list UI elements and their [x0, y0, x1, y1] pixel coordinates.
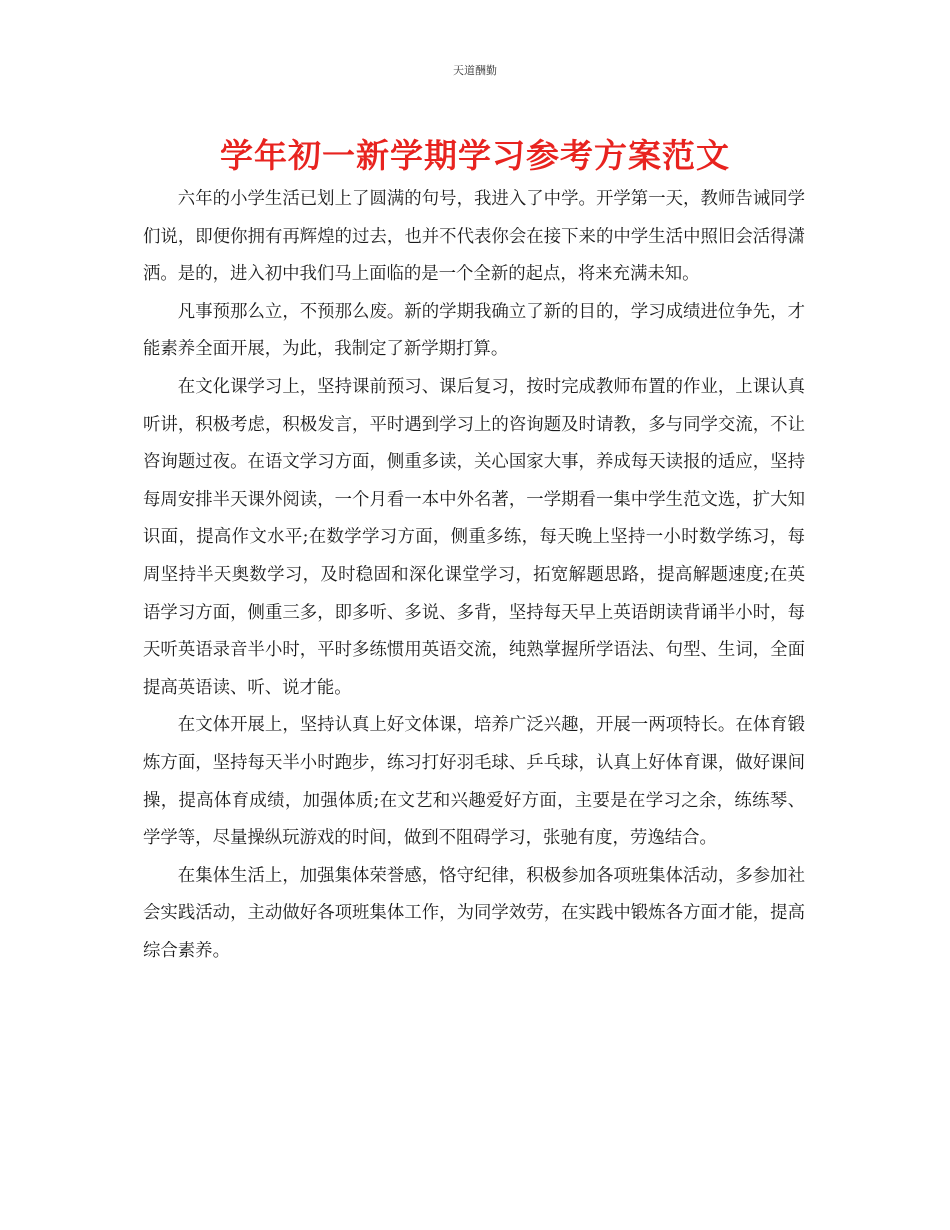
document-title: 学年初一新学期学习参考方案范文	[220, 136, 730, 175]
paragraph-4: 在文体开展上，坚持认真上好文体课，培养广泛兴趣，开展一两项特长。在体育锻炼方面，坚持每天半小时跑步，练习打好羽毛球、乒乓球，认真上好体育课，做好课间操，提高体育成绩，加强体质;在文艺和兴趣爱好方面，主要是在学习之余，练练琴、学学等，尽量操纵玩游戏的时间，做到不阻碍学习，张驰有度，劳逸结合。	[143, 715, 805, 849]
page-header: 天道酬勤	[453, 64, 497, 77]
paragraph-5: 在集体生活上，加强集体荣誉感，恪守纪律，积极参加各项班集体活动，多参加社会实践活动，主动做好各项班集体工作，为同学效劳，在实践中锻炼各方面才能，提高综合素养。	[143, 865, 805, 961]
paragraph-3: 在文化课学习上，坚持课前预习、课后复习，按时完成教师布置的作业，上课认真听讲，积极考虑，积极发言，平时遇到学习上的咨询题及时请教，多与同学交流，不让咨询题过夜。在语文学习方面，侧重多读，关心国家大事，养成每天读报的适应，坚持每周安排半天课外阅读，一个月看一本中外名著，一学期看一集中学生范文选，扩大知识面，提高作文水平;在数学学习方面，侧重多练，每天晚上坚持一小时数学练习，每周坚持半天奥数学习，及时稳固和深化课堂学习，拓宽解题思路，提高解题速度;在英语学习方面，侧重三多，即多听、多说、多背，坚持每天早上英语朗读背诵半小时，每天听英语录音半小时，平时多练惯用英语交流，纯熟掌握所学语法、句型、生词，全面提高英语读、听、说才能。	[143, 376, 805, 698]
paragraph-2: 凡事预那么立，不预那么废。新的学期我确立了新的目的，学习成绩进位争先，才能素养全面开展，为此，我制定了新学期打算。	[143, 301, 805, 360]
paragraph-1: 六年的小学生活已划上了圆满的句号，我进入了中学。开学第一天，教师告诫同学们说，即便你拥有再辉煌的过去，也并不代表你会在接下来的中学生活中照旧会活得潇洒。是的，进入初中我们马上面临的是一个全新的起点，将来充满未知。	[143, 189, 805, 285]
document-body	[143, 181, 805, 970]
